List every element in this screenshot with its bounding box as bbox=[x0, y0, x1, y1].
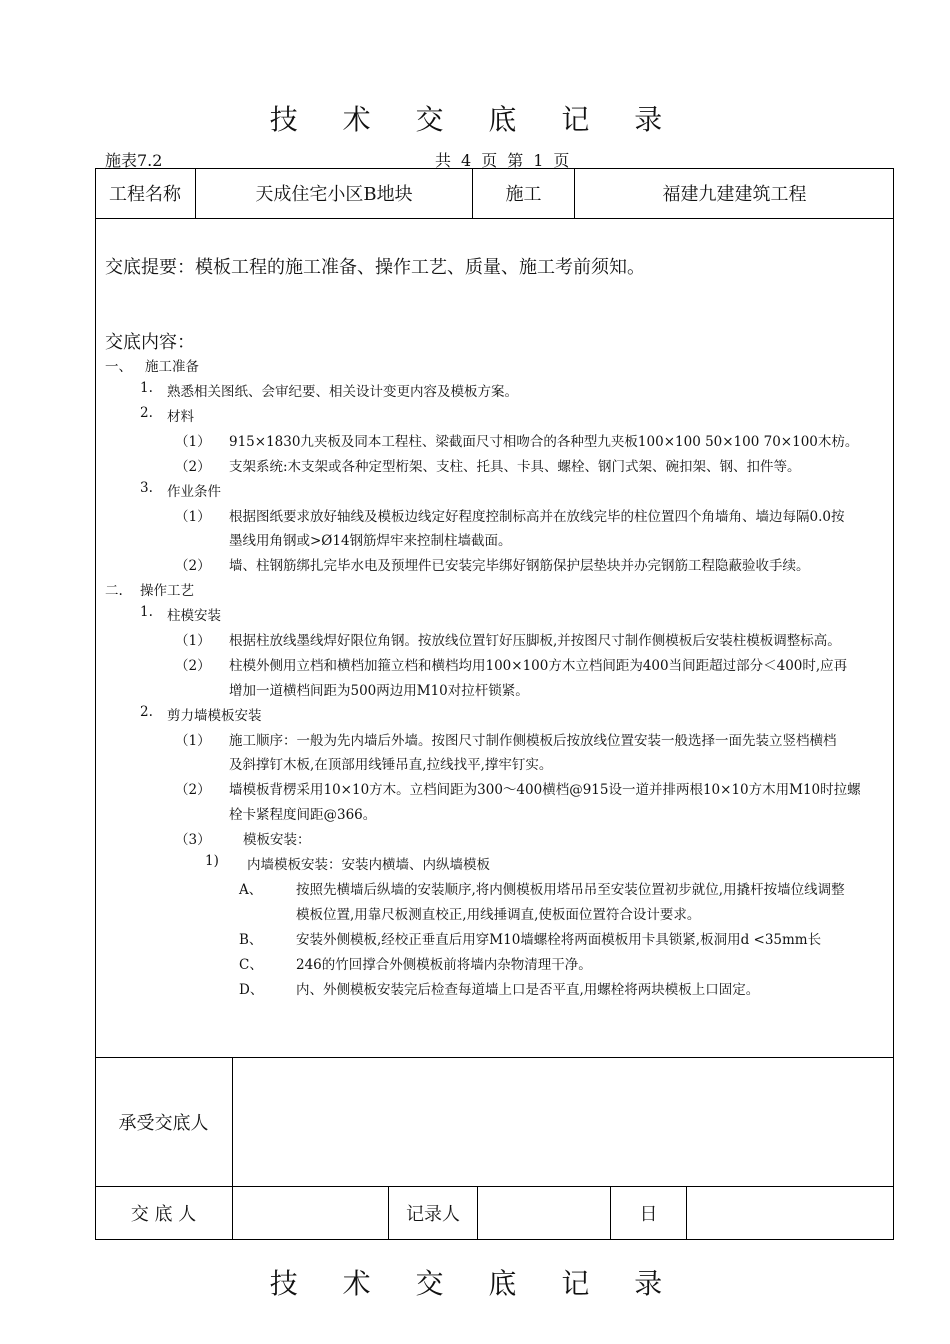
subitem-number: （2） bbox=[175, 459, 211, 475]
letter-item-text: 安装外侧模板,经校正垂直后用穿M10墙螺栓将两面模板用卡具锁紧,板洞用d <35mm长 bbox=[296, 932, 822, 948]
subitem-number: （1） bbox=[175, 733, 211, 749]
content-heading: 交底内容： bbox=[105, 332, 195, 353]
project-name-value: 天成住宅小区B地块 bbox=[255, 184, 413, 205]
section-title: 操作工艺 bbox=[140, 583, 194, 599]
subitem-text-line1: 墙模板背楞采用10×10方木。立档间距为300～400横档@915设一道并排两根10×10方木用M10时拉螺 bbox=[229, 782, 861, 798]
receiver-signature-field[interactable] bbox=[233, 1057, 894, 1186]
subitem-text: 根据柱放线墨线焊好限位角钢。按放线位置钉好压脚板,并按图尺寸制作侧模板后安装柱模板调整标高。 bbox=[229, 633, 841, 649]
item-text: 材料 bbox=[167, 409, 194, 425]
page-counter: 共 4 页 第 1 页 bbox=[435, 151, 570, 170]
subitem-number: （1） bbox=[175, 434, 211, 450]
subitem-number: （2） bbox=[175, 558, 211, 574]
subitem-text-line2: 增加一道横档间距为500两边用M10对拉杆锁紧。 bbox=[229, 683, 529, 699]
subitem-text: 支架系统:木支架或各种定型桁架、支柱、托具、卡具、螺栓、钢门式架、碗扣架、钢、扣件等。 bbox=[229, 459, 801, 475]
subitem-text-line2: 栓卡紧程度间距@366。 bbox=[229, 807, 377, 823]
recorder-signature-field[interactable] bbox=[478, 1186, 610, 1240]
step-number: 1) bbox=[205, 853, 219, 869]
date-field[interactable] bbox=[687, 1186, 894, 1240]
item-number: 2. bbox=[140, 704, 153, 720]
subitem-number: （2） bbox=[175, 658, 211, 674]
letter-item-text: 内、外侧模板安装完后检查每道墙上口是否平直,用螺栓将两块模板上口固定。 bbox=[296, 982, 760, 998]
letter-item-text-line2: 模板位置,用靠尺板测直校正,用线捶调直,使板面位置符合设计要求。 bbox=[296, 907, 701, 923]
section-number: 一、 bbox=[105, 359, 132, 375]
section-title: 施工准备 bbox=[145, 359, 199, 375]
item-text: 柱模安装 bbox=[167, 608, 221, 624]
item-text: 熟悉相关图纸、会审纪要、相关设计变更内容及模板方案。 bbox=[167, 384, 518, 400]
letter-item-number: A、 bbox=[239, 882, 263, 898]
row-divider bbox=[95, 218, 894, 219]
subitem-text-line2: 及斜撑钉木板,在顶部用线锤吊直,拉线找平,撑牢钉实。 bbox=[229, 757, 553, 773]
letter-item-number: D、 bbox=[239, 982, 264, 998]
item-number: 1. bbox=[140, 380, 153, 396]
recorder-label: 记录人 bbox=[406, 1204, 460, 1225]
project-name-label: 工程名称 bbox=[109, 184, 181, 205]
next-page-title: 技 术 交 底 记 录 bbox=[269, 1267, 681, 1300]
letter-item-text: 246的竹回撑合外侧模板前将墙内杂物清理干净。 bbox=[296, 957, 592, 973]
subitem-text: 模板安装： bbox=[243, 832, 311, 848]
item-number: 3. bbox=[140, 480, 153, 496]
subitem-text-line1: 柱模外侧用立档和横档加箍立档和横档均用100×100方木立档间距为400当间距超过部分＜400时,应再 bbox=[229, 658, 848, 674]
letter-item-number: C、 bbox=[239, 957, 263, 973]
date-label: 日 bbox=[639, 1204, 658, 1225]
subitem-text-line2: 墨线用角钢或>Ø14钢筋焊牢来控制柱墙截面。 bbox=[229, 533, 512, 549]
letter-item-number: B、 bbox=[239, 932, 263, 948]
item-number: 1. bbox=[140, 604, 153, 620]
item-text: 剪力墙模板安装 bbox=[167, 708, 262, 724]
contractor-label: 施工 bbox=[505, 184, 542, 205]
contractor-value: 福建九建建筑工程 bbox=[662, 184, 807, 205]
disclosure-summary: 交底提要：模板工程的施工准备、操作工艺、质量、施工考前须知。 bbox=[105, 257, 645, 278]
discloser-label: 交 底 人 bbox=[130, 1204, 197, 1225]
subitem-number: （1） bbox=[175, 633, 211, 649]
subitem-text: 墙、柱钢筋绑扎完毕水电及预埋件已安装完毕绑好钢筋保护层垫块并办完钢筋工程隐蔽验收手续。 bbox=[229, 558, 810, 574]
subitem-text-line1: 施工顺序：一般为先内墙后外墙。按图尺寸制作侧模板后按放线位置安装一般选择一面先装立竖档横档 bbox=[229, 733, 837, 749]
receiver-label: 承受交底人 bbox=[118, 1112, 209, 1134]
item-number: 2. bbox=[140, 405, 153, 421]
subitem-text: 915×1830九夹板及同本工程柱、梁截面尺寸相吻合的各种型九夹板100×100 50×100 70×100木枋。 bbox=[229, 434, 859, 450]
form-number: 施表7.2 bbox=[105, 151, 163, 170]
subitem-number: （1） bbox=[175, 509, 211, 525]
step-text: 内墙模板安装：安装内横墙、内纵墙模板 bbox=[247, 857, 490, 873]
section-number: 二. bbox=[105, 583, 123, 599]
discloser-signature-field[interactable] bbox=[233, 1186, 388, 1240]
letter-item-text-line1: 按照先横墙后纵墙的安装顺序,将内侧模板用塔吊吊至安装位置初步就位,用撬杆按墙位线调整 bbox=[296, 882, 845, 898]
subitem-number: （2） bbox=[175, 782, 211, 798]
document-title: 技 术 交 底 记 录 bbox=[269, 103, 681, 136]
subitem-text-line1: 根据图纸要求放好轴线及模板边线定好程度控制标高并在放线完毕的柱位置四个角墙角、墙边每隔0.0按 bbox=[229, 509, 845, 525]
item-text: 作业条件 bbox=[167, 484, 221, 500]
subitem-number: （3） bbox=[175, 832, 211, 848]
